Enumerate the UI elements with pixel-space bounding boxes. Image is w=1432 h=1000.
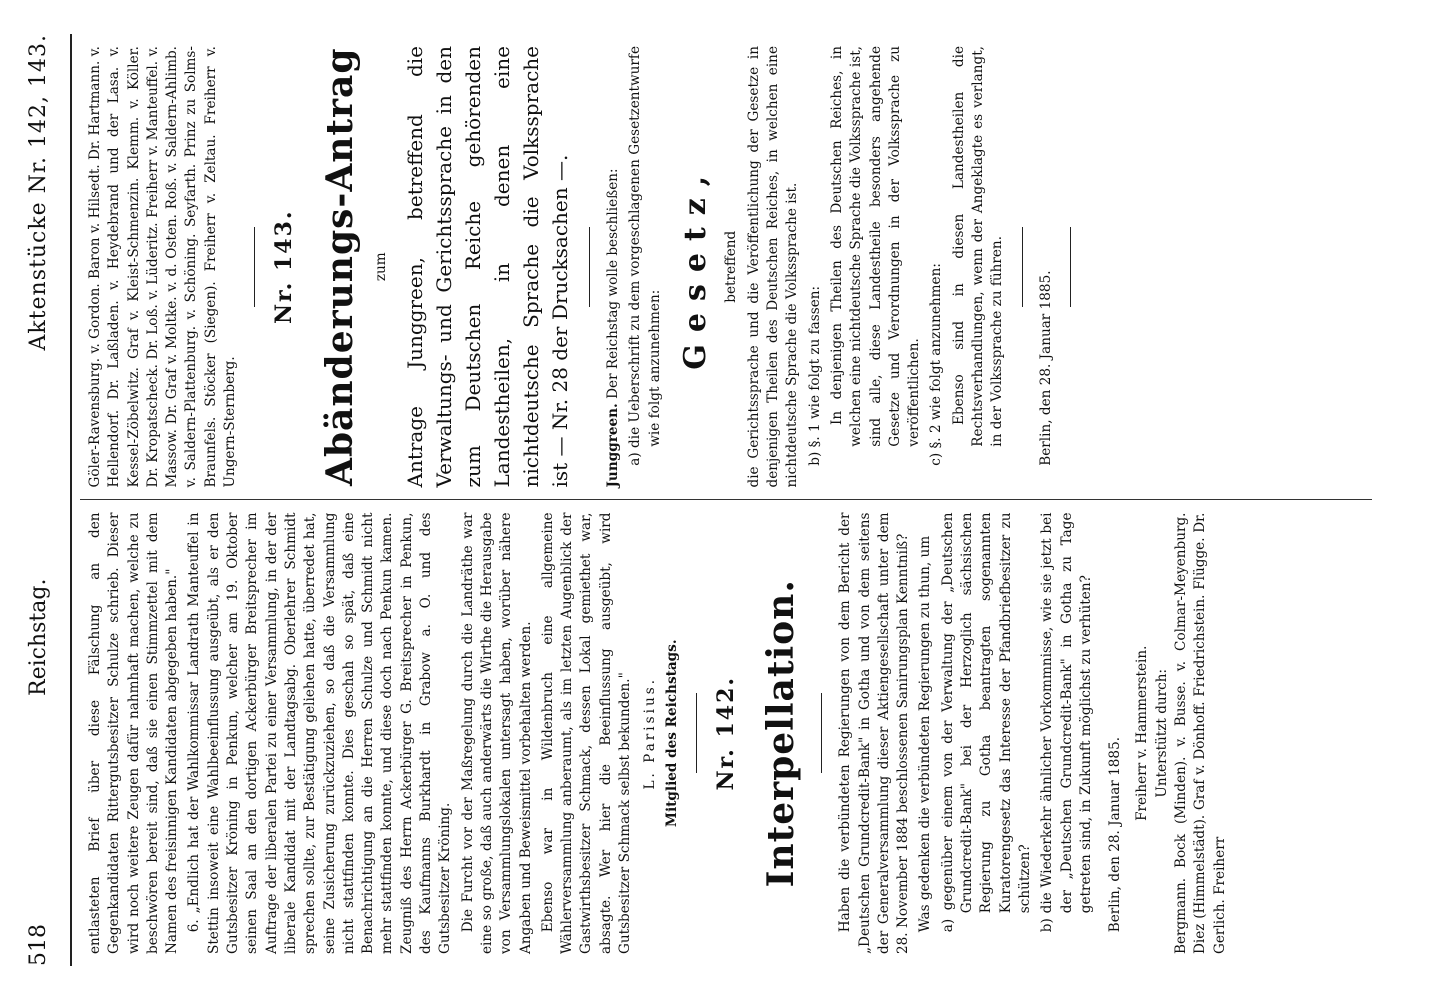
amendment-heading: Abänderungs-Antrag xyxy=(318,47,361,487)
amendment-item-c-text: Ebenso sind in diesen Landestheilen die Rechtsverhandlungen, wenn der Angeklagte es verlangt, in der Volkssprache zu führen. xyxy=(950,46,1006,447)
header-center-title: Aktenstücke Nr. 142, 143. xyxy=(26,34,51,351)
supporters-list-continued: Göler-Ravensburg. v. Gordon. Baron v. Hilsedt. Dr. Hartmann. v. Hellendorf. Dr. Laßladen. v. Heydebrand und der Lasa. v. Kessel-Zöbelwitz. Graf v. Kleist-Schmenzin. Klemm. v. Köller. Dr. Kropatscheck. Dr. Loß. v. Lüderitz. Freiherr v. Manteuffel. v. Massow. Dr. Graf v. Moltke. v. d. Osten. Roß. v. Saldern-Ahlimb. v. Saldern-Plattenburg. v. Schöning. Seyfarth. Prinz zu Solms-Braunfels. Stöcker (Siegen). Freiherr v. Zeltau. Freiherr v. Ungern-Sternberg. xyxy=(87,46,239,488)
gesetz-heading: Gesetz, xyxy=(677,163,713,370)
column-divider xyxy=(80,500,1372,501)
betreffend-label: betreffend xyxy=(722,230,739,303)
signature-name: L. Parisius. xyxy=(642,676,659,790)
section-divider xyxy=(589,227,590,307)
page-number: 518 xyxy=(26,924,51,966)
supporters-list: Bergmann. Bock (Minden). v. Busse. v. Colmar-Meyenburg. Diez (Himmelstädt). Graf v. Dönhoff. Friedrichstein. Flügge. Dr. Gerlich. Freiherr xyxy=(1173,512,1228,954)
amendment-item-b-text: In denjenigen Theilen des Deutschen Reiches, in welchen eine nichtdeutsche Sprache die Volkssprache ist, sind alle, diese Landestheile besonders angehende Gesetze und Verordnungen in der Volkssprache zu veröffentlichen. xyxy=(828,46,923,447)
paragraph: Ebenso war in Wildenbruch eine allgemeine Wählerversammlung anberaumt, als im letzten Augenblick der Gastwirthsbesitzer Schmack, dessen Lokal gemiethet war, absagte. Wer hier die Beeinflussung ausgeübt, wird Gutsbesitzer Schmack selbst bekunden." xyxy=(539,512,634,954)
interpellation-date: Berlin, den 28. Januar 1885. xyxy=(1107,736,1124,933)
amendment-item-a: a) die Ueberschrift zu dem vorgeschlagenen Gesetzentwurfe wie folgt anzunehmen: xyxy=(627,46,663,466)
proposer-name: Junggreen. xyxy=(605,403,622,488)
amendment-item-b: b) §. 1 wie folgt zu fassen: xyxy=(806,285,823,466)
amendment-date: Berlin, den 28. Januar 1885. xyxy=(1037,270,1054,466)
left-column xyxy=(72,501,1372,967)
document-number-143: Nr. 143. xyxy=(271,209,298,325)
amendment-item-c: c) §. 2 wie folgt anzunehmen: xyxy=(928,263,945,466)
amendment-proposer-line xyxy=(604,46,623,488)
interpellation-intro: Haben die verbündeten Regierungen von dem Bericht der „Deutschen Grundcredit-Bank" in Gotha und von dem seitens der Generalversammlung dieser Aktiengesellschaft unter dem 28. November 1884 beschlossenen Sanirungsplan Kenntniß? xyxy=(837,512,912,954)
interpellation-item-a: a) gegenüber einem von der Verwaltung der „Deutschen Grundcredit-Bank" bei der Herzoglich sächsischen Regierung zu Gotha beantragten sogenannten Kuratorengesetz das Interesse der Pfandbriefbesitzer zu schützen? xyxy=(939,512,1033,933)
paragraph: Die Furcht vor der Maßregelung durch die Landräthe war eine so große, daß auch anderwärts die Wirthe die Herausgabe von Versammlungslokalen untersagt haben, worüber nähere Angaben und Beweismittel vorbehalten werden. xyxy=(459,512,534,954)
gesetz-text: die Gerichtssprache und die Veröffentlichung der Gesetze in denjenigen Theilen des Deutschen Reiches, in welchen eine nichtdeutsche Sprache die Volkssprache ist. xyxy=(745,46,801,488)
amendment-intro: Antrage Junggreen, betreffend die Verwaltungs- und Gerichtssprache in den zum Deutschen Reiche gehörenden Landestheilen, in denen eine nichtdeutsche Sprache die Volkssprache ist — Nr. 28 der Drucksachen —. xyxy=(403,46,573,488)
supported-by-label: Unterstützt durch: xyxy=(1153,668,1170,798)
page-header xyxy=(26,34,72,966)
paragraph: entlasteten Brief über diese Fälschung an den Gegenkandidaten Rittergutsbesitzer Schulze schrieb. Dieser wird noch weitere Zeugen dafür nahmhaft machen, welche zu beschwören bereit sind, daß sie einen Stimmzettel mit dem Namen des freisinnigen Kandidaten abgegeben haben." xyxy=(87,512,181,954)
section-divider xyxy=(1022,227,1023,307)
interpellation-item-b: b) die Wiederkehr ähnlicher Vorkommnisse, wie sie jetzt bei der „Deutschen Grundcredit-Bank" in Gotha zu Tage getreten sind, in Zukunft möglichst zu verhüten? xyxy=(1039,512,1094,933)
interpellation-question: Was gedenken die verbündeten Regierungen zu thun, um xyxy=(917,535,934,933)
section-divider xyxy=(1070,227,1071,307)
signature-title: Mitglied des Reichstags. xyxy=(663,639,680,828)
section-divider xyxy=(696,693,697,773)
document-number-142: Nr. 142. xyxy=(712,675,739,791)
resolve-text: Der Reichstag wolle beschließen: xyxy=(605,168,622,399)
zum-label: zum xyxy=(372,252,389,282)
text-columns xyxy=(72,34,1372,966)
right-column xyxy=(72,34,1372,500)
digitization-note xyxy=(1402,0,1428,1000)
section-divider xyxy=(821,693,822,773)
paragraph: 6. „Endlich hat der Wahlkommissar Landrath Manteuffel in Stettin insoweit eine Wahlbeeinflussung ausgeübt, als er den Gutsbesitzer Kröning in Penkun, welcher am 19. Oktober seinen Saal an den dortigen Ackerbürger Breitsprecher im Auftrage der liberalen Partei zu einer Versammlung, in der der liberale Kandidat mit der Landtagsabg. Oberlehrer Schmidt sprechen sollte, zur Bestätigung geliehen hatte, überredet hat, seine Zusicherung zurückzuziehen, so daß die Versammlung nicht stattfinden konnte. Dies geschah so spät, daß eine Benachrichtigung an die Herren Schulze und Schmidt nicht mehr stattfinden konnte, und diese doch nach Penkun kamen. Zeugniß des Herrn Ackerbürger G. Breitsprecher in Penkun, des Kaufmanns Burkhardt in Grabow a. O. und des Gutsbesitzer Kröning. xyxy=(186,512,454,954)
interpellation-signer: Freiherr v. Hammerstein. xyxy=(1134,645,1151,821)
header-left-title: Reichstag. xyxy=(26,578,51,696)
section-divider xyxy=(254,227,255,307)
interpellation-heading: Interpellation. xyxy=(760,579,803,888)
